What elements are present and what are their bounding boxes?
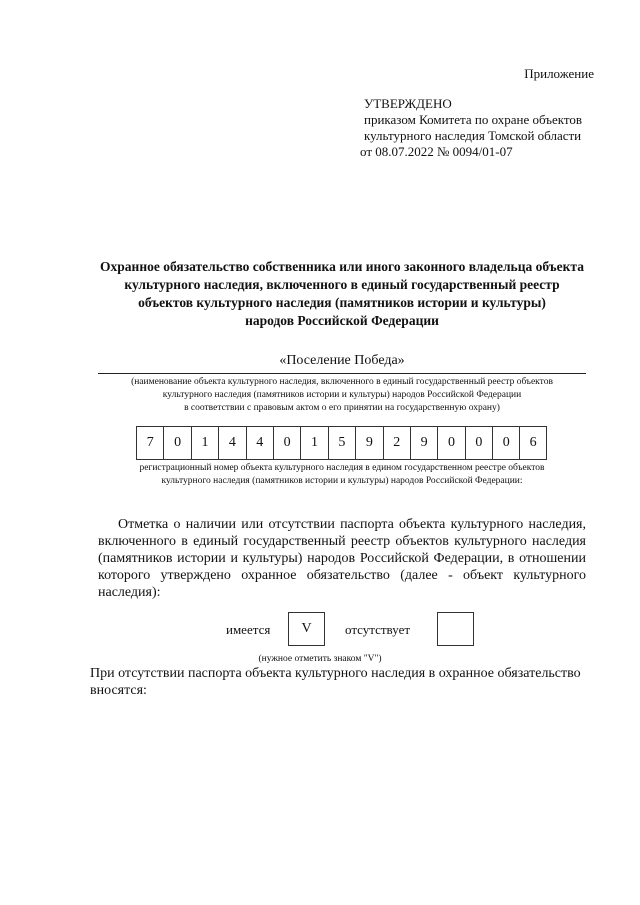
registration-digit: 9	[355, 426, 382, 460]
approval-title: УТВЕРЖДЕНО	[364, 96, 452, 111]
registration-number-caption	[92, 462, 592, 488]
caption-line: (наименование объекта культурного наследия, включенного в единый государственный реестр объектов	[131, 377, 553, 387]
title-line: объектов культурного наследия (памятников истории и культуры)	[138, 295, 546, 310]
present-checkbox[interactable]: V	[288, 612, 325, 646]
document-title	[82, 258, 602, 330]
title-line: народов Российской Федерации	[245, 313, 439, 328]
present-label: имеется	[226, 622, 271, 637]
appendix-label: Приложение	[524, 66, 594, 81]
registration-digit: 0	[273, 426, 300, 460]
registration-digit: 9	[410, 426, 437, 460]
passport-paragraph: Отметка о наличии или отсутствии паспорта объекта культурного наследия, включенного в единый государственный реестр объектов культурного наследия (памятников истории и культуры) народов Российской Федерации, в отношении которого утверждено охранное обязательство (далее - объект культурного наследия):	[98, 517, 586, 600]
caption-line: культурного наследия (памятников истории и культуры) народов Российской Федерации:	[161, 476, 523, 486]
absent-label: отсутствует	[345, 622, 411, 637]
caption-line: в соответствии с правовым актом о его принятии на государственную охрану)	[184, 403, 500, 413]
mark-instruction-caption: (нужное отметить знаком "V")	[258, 654, 382, 664]
registration-digit: 0	[437, 426, 464, 460]
title-line: Охранное обязательство собственника или иного законного владельца объекта	[100, 259, 584, 274]
object-name-caption	[92, 376, 592, 415]
registration-digit: 6	[519, 426, 546, 460]
approval-block	[360, 96, 583, 160]
caption-line: культурного наследия (памятников истории и культуры) народов Российской Федерации	[162, 390, 522, 400]
absent-checkbox[interactable]	[437, 612, 474, 646]
registration-digit: 0	[163, 426, 190, 460]
title-line: культурного наследия, включенного в единый государственный реестр	[124, 277, 560, 292]
registration-digit: 2	[383, 426, 410, 460]
registration-digit: 1	[300, 426, 327, 460]
approval-line: культурного наследия Томской области	[364, 128, 582, 143]
passport-choice-row	[0, 612, 640, 648]
registration-digit: 0	[492, 426, 519, 460]
registration-digit: 1	[191, 426, 218, 460]
object-name-value: «Поселение Победа»	[279, 353, 405, 368]
registration-digit: 4	[218, 426, 245, 460]
absent-passport-note: При отсутствии паспорта объекта культурного наследия в охранное обязательство вносятся:	[90, 666, 581, 698]
registration-digit: 0	[465, 426, 492, 460]
registration-digit: 5	[328, 426, 355, 460]
approval-line: приказом Комитета по охране объектов	[364, 112, 583, 127]
registration-digit: 4	[246, 426, 273, 460]
caption-line: регистрационный номер объекта культурного наследия в едином государственном реестре объектов	[139, 463, 545, 473]
registration-digit: 7	[136, 426, 163, 460]
registration-number-boxes	[136, 426, 547, 460]
object-name-underline	[98, 373, 586, 374]
approval-line: от 08.07.2022 № 0094/01-07	[360, 144, 513, 159]
